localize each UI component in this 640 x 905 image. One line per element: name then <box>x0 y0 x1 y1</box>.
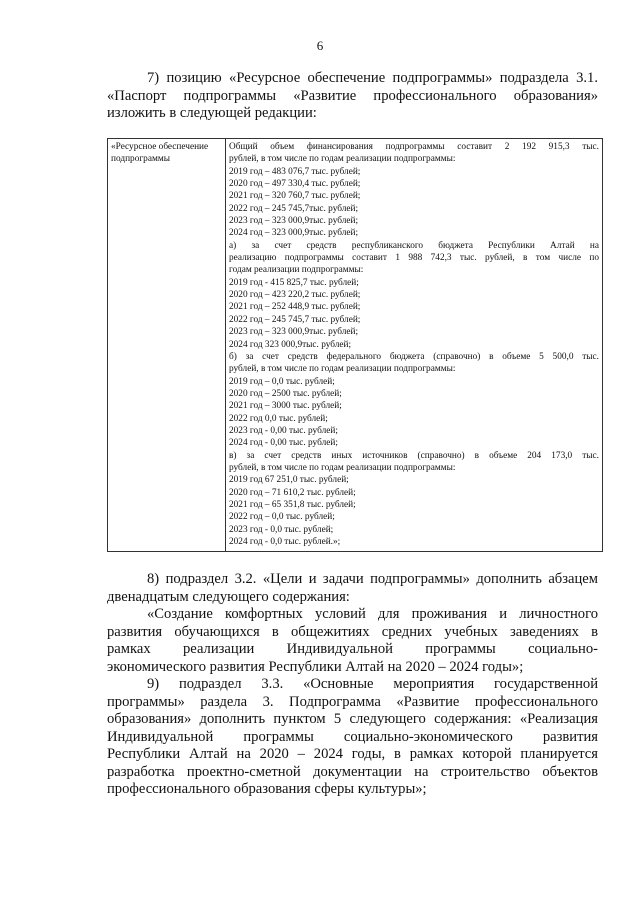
text-line: 9) подраздел 3.3. «Основные мероприятия государственной <box>147 676 598 692</box>
text-line: развития обучающихся в общежитиях средних учебных заведениях в <box>107 623 598 640</box>
text-line: 8) подраздел 3.2. «Цели и задачи подпрограммы» дополнить абзацем <box>147 571 598 587</box>
funding-line: 2020 год – 71 610,2 тыс. рублей; <box>229 487 356 498</box>
funding-line: 2022 год – 0,0 тыс. рублей; <box>229 512 335 523</box>
funding-line: 2024 год - 0,00 тыс. рублей; <box>229 438 338 449</box>
funding-line: 2021 год – 252 448,9 тыс. рублей; <box>229 302 361 313</box>
funding-line: 2022 год – 245 745,7тыс. рублей; <box>229 203 359 214</box>
funding-line: 2023 год – 323 000,9тыс. рублей; <box>229 216 359 227</box>
text-line: профессионального образования сферы культуры»; <box>107 781 427 797</box>
funding-line: годам реализации подпрограммы: <box>229 265 364 276</box>
resource-provision-table <box>107 138 603 552</box>
funding-line: 2020 год – 497 330,4 тыс. рублей; <box>229 179 361 190</box>
funding-line: 2022 год 0,0 тыс. рублей; <box>229 413 328 424</box>
funding-line: 2020 год – 423 220,2 тыс. рублей; <box>229 290 361 301</box>
funding-line: 2019 год 67 251,0 тыс. рублей; <box>229 475 349 486</box>
text-line: образования» дополнить пунктом 5 следующего содержания: «Реализация <box>107 711 598 727</box>
item-7-paragraph <box>107 70 598 123</box>
items-8-9-paragraphs <box>107 571 598 799</box>
funding-line: 2019 год – 483 076,7 тыс. рублей; <box>229 166 361 177</box>
funding-line: а) за счет средств республиканского бюджета Республики Алтай на <box>229 240 599 251</box>
table-label-cell <box>108 139 226 552</box>
funding-line: 2021 год – 65 351,8 тыс. рублей; <box>229 499 356 510</box>
funding-line: 2023 год – 323 000,9тыс. рублей; <box>229 327 359 338</box>
text-line: двенадцатым следующего содержания: <box>107 588 350 605</box>
funding-line: в) за счет средств иных источников (справочно) в объеме 204 173,0 тыс. <box>229 450 599 461</box>
page-number: 6 <box>316 38 324 53</box>
funding-line: 2021 год – 320 760,7 тыс. рублей; <box>229 191 361 202</box>
funding-line: рублей, в том числе по годам реализации подпрограммы: <box>229 154 456 165</box>
funding-line: 2019 год – 0,0 тыс. рублей; <box>229 376 335 387</box>
funding-line: б) за счет средств федерального бюджета (справочно) в объеме 5 500,0 тыс. <box>229 351 599 362</box>
table-row <box>108 139 603 552</box>
text-line: изложить в следующей редакции: <box>107 105 317 121</box>
funding-line: 2021 год – 3000 тыс. рублей; <box>229 401 342 412</box>
funding-line: 2019 год - 415 825,7 тыс. рублей; <box>229 277 359 288</box>
text-line: Индивидуальной программы социально-экономического развития <box>107 728 598 745</box>
label-line: подпрограммы <box>111 154 170 165</box>
text-line: экономического развития Республики Алтай на 2020 – 2024 годы»; <box>107 658 524 675</box>
text-line: 7) позицию «Ресурсное обеспечение подпрограммы» подраздела 3.1. <box>147 70 598 86</box>
funding-line: 2024 год 323 000,9тыс. рублей; <box>229 339 352 350</box>
text-line: «Паспорт подпрограммы «Развитие профессионального образования» <box>107 87 598 104</box>
table-content-cell <box>226 139 603 552</box>
funding-line: 2020 год – 2500 тыс. рублей; <box>229 388 342 399</box>
funding-line: реализацию подпрограммы составит 1 988 742,3 тыс. рублей, в том числе по <box>229 253 599 264</box>
funding-line: 2022 год – 245 745,7 тыс. рублей; <box>229 314 361 325</box>
funding-line: 2023 год - 0,0 тыс. рублей; <box>229 524 334 535</box>
text-line: программы» раздела 3. Подпрограмма «Развитие профессионального <box>107 693 598 710</box>
funding-line: рублей, в том числе по годам реализации подпрограммы: <box>229 462 456 473</box>
label-line: «Ресурсное обеспечение <box>111 142 209 152</box>
funding-line: 2024 год - 0,0 тыс. рублей.»; <box>229 537 341 547</box>
funding-line: 2024 год – 323 000,9тыс. рублей; <box>229 228 359 239</box>
text-line: «Создание комфортных условий для проживания и личностного <box>147 606 598 622</box>
text-line: рамках реализации Индивидуальной программы социально- <box>107 641 598 657</box>
funding-line: 2023 год - 0,00 тыс. рублей; <box>229 425 338 436</box>
text-line: разработка проектно-сметной документации на строительство объектов <box>107 763 598 780</box>
funding-line: Общий объем финансирования подпрограммы составит 2 192 915,3 тыс. <box>229 142 599 152</box>
funding-line: рублей, в том числе по годам реализации подпрограммы: <box>229 364 456 375</box>
text-line: Республики Алтай на 2020 – 2024 годы, в рамках которой планируется <box>107 746 598 762</box>
